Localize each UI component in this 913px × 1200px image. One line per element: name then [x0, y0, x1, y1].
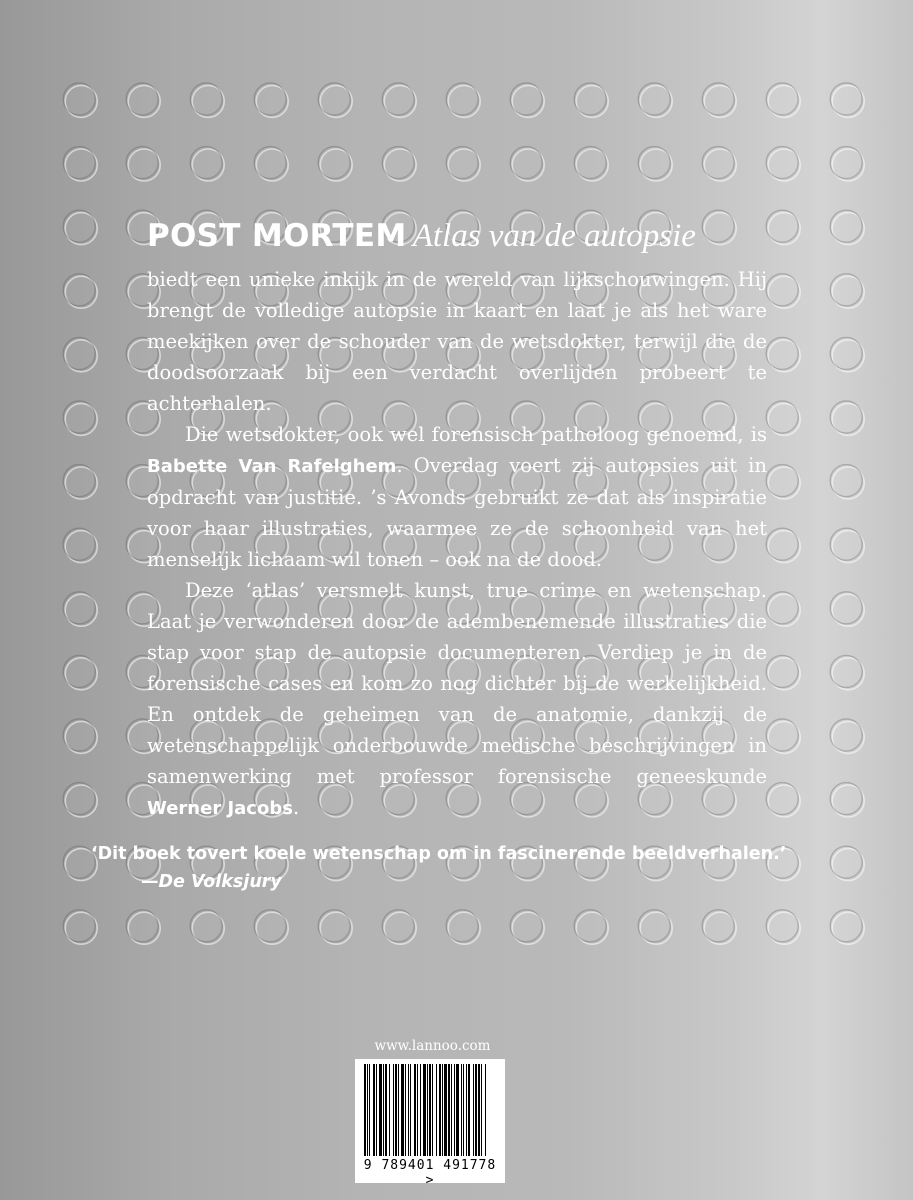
- blurb: [147, 214, 767, 824]
- blurb-paragraph-2: [147, 419, 767, 575]
- book-subtitle: Atlas van de autopsie: [412, 218, 696, 254]
- barcode-bar: [442, 1064, 443, 1156]
- barcode-bar: [393, 1064, 394, 1156]
- barcode-bar: [410, 1064, 411, 1156]
- barcode-bar: [420, 1064, 421, 1156]
- barcode-bar: [439, 1064, 441, 1156]
- quote-dash: —: [141, 872, 159, 892]
- barcode-bar: [383, 1064, 384, 1156]
- barcode-bar: [485, 1064, 486, 1156]
- quote-source: De Volksjury: [158, 872, 282, 892]
- barcode-bar: [454, 1064, 455, 1156]
- book-title-line: [147, 214, 767, 262]
- barcode-bar: [473, 1064, 474, 1156]
- book-title: POST MORTEM: [147, 218, 407, 254]
- paragraph-3-text-end: .: [292, 796, 300, 819]
- author-name: Babette Van Rafelghem: [147, 456, 397, 477]
- barcode-bar: [398, 1064, 399, 1156]
- barcode-bar: [389, 1064, 390, 1156]
- barcode-bar: [395, 1064, 397, 1156]
- isbn-barcode-box: [355, 1059, 505, 1188]
- barcode-bar: [456, 1064, 459, 1156]
- blurb-paragraph-1: biedt een unieke inkijk in de wereld van lijkschouwingen. Hij brengt de volledige autopsie in kaart en laat je als het ware meekijken over de schouder van de wetsdokter, terwijl die de doodsoorzaak bij een verdacht overlijden probeert te achterhalen.: [147, 268, 767, 415]
- quote-text: ‘Dit boek tovert koele wetenschap om in fascinerende beeldverhalen.’: [91, 844, 787, 864]
- barcode-bar: [427, 1064, 428, 1156]
- barcode-bar: [385, 1064, 387, 1156]
- barcode-bar: [423, 1064, 426, 1156]
- barcode-bar: [376, 1064, 377, 1156]
- paragraph-2-text-start: Die wetsdokter, ook wel forensisch patholoog genoemd, is: [185, 423, 767, 446]
- barcode-icon: [364, 1064, 496, 1156]
- barcode-bar: [463, 1064, 464, 1156]
- isbn-number: 9 789401 491778 >: [363, 1158, 497, 1188]
- barcode-bar: [429, 1064, 431, 1156]
- barcode-bar: [414, 1064, 416, 1156]
- barcode-bar: [373, 1064, 375, 1156]
- barcode-bar: [432, 1064, 433, 1156]
- paragraph-3-text-start: Deze ‘atlas’ versmelt kunst, true crime en wetenschap. Laat je verwonderen door de adembenemende illustraties die stap voor stap de autopsie documenteren. Verdiep je in de forensische cases en kom zo nog dichter bij de werkelijkheid. En ontdek de geheimen van de anatomie, dankzij de wetenschappelijk onderbouwde medische beschrijvingen in samenwerking met professor forensische geneeskunde: [147, 579, 767, 788]
- barcode-bar: [367, 1064, 368, 1156]
- barcode-bar: [369, 1064, 370, 1156]
- review-quote: [91, 840, 811, 896]
- barcode-bar: [436, 1064, 437, 1156]
- blurb-paragraph-3: [147, 575, 767, 824]
- barcode-bar: [448, 1064, 450, 1156]
- barcode-bar: [364, 1064, 366, 1156]
- barcode-bar: [408, 1064, 409, 1156]
- publisher-website: www.lannoo.com: [374, 1038, 491, 1054]
- barcode-bar: [451, 1064, 452, 1156]
- paragraph-2-text-end: . Overdag voert zij autopsies uit in opdracht van justitie. ’s Avonds gebruikt ze dat als inspiratie voor haar illustraties, waarmee ze de schoonheid van het menselijk lichaam wil tonen – ook na de dood.: [147, 454, 767, 571]
- barcode-bar: [379, 1064, 382, 1156]
- barcode-bar: [481, 1064, 482, 1156]
- quote-attribution: [91, 868, 811, 896]
- barcode-bar: [405, 1064, 406, 1156]
- barcode-bar: [475, 1064, 477, 1156]
- barcode-bar: [401, 1064, 404, 1156]
- barcode-bar: [478, 1064, 480, 1156]
- barcode-bar: [417, 1064, 418, 1156]
- barcode-bar: [466, 1064, 467, 1156]
- barcode-bar: [468, 1064, 470, 1156]
- barcode-bar: [461, 1064, 462, 1156]
- collaborator-name: Werner Jacobs: [147, 798, 293, 819]
- barcode-bar: [444, 1064, 447, 1156]
